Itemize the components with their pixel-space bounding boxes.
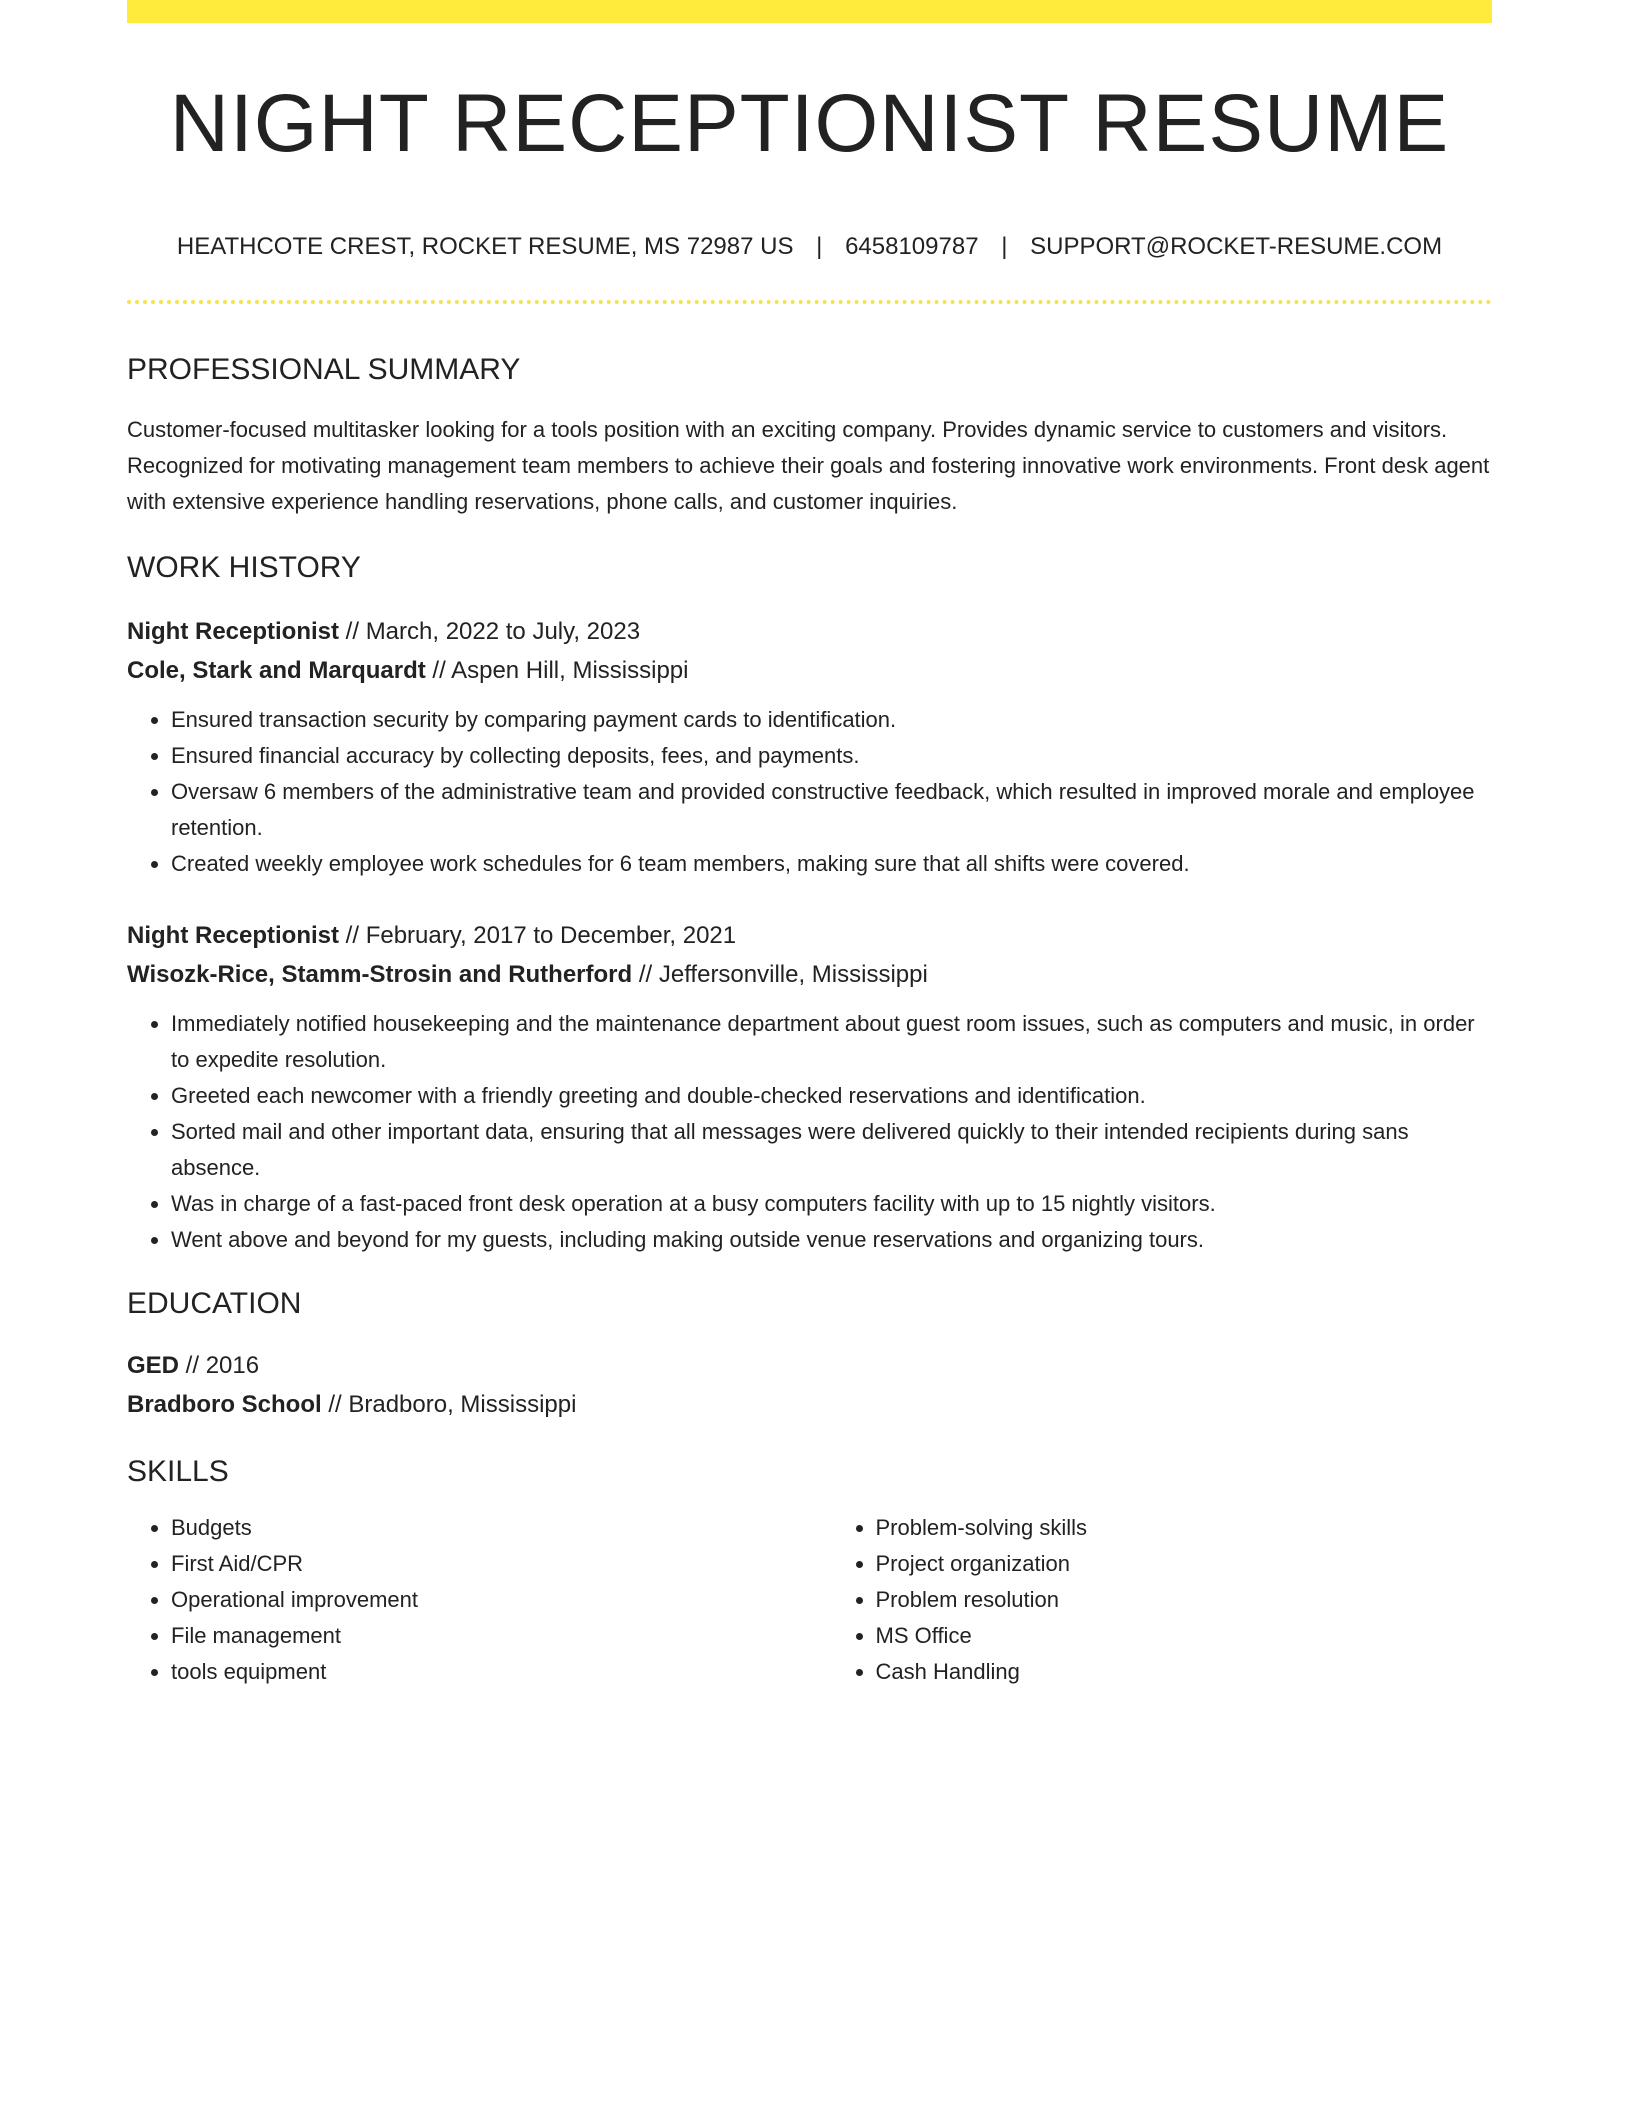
job-company: Cole, Stark and Marquardt bbox=[127, 656, 426, 684]
resume-page bbox=[127, 0, 1492, 1690]
job-entry bbox=[127, 916, 1492, 1258]
list-item: • Greeted each newcomer with a friendly greeting and double-checked reservations and identification. bbox=[171, 1078, 1492, 1114]
page-title: NIGHT RECEPTIONIST RESUME bbox=[169, 78, 1450, 169]
skills-grid bbox=[127, 1510, 1492, 1690]
list-item: • Problem-solving skills bbox=[876, 1510, 1493, 1546]
list-item: • MS Office bbox=[876, 1618, 1493, 1654]
job-title: Night Receptionist bbox=[127, 617, 340, 645]
job-company: Wisozk-Rice, Stamm-Strosin and Rutherford bbox=[127, 960, 633, 988]
list-item: • Problem resolution bbox=[876, 1582, 1493, 1618]
education-entry bbox=[127, 1346, 1492, 1424]
list-item: • tools equipment bbox=[171, 1654, 788, 1690]
list-item: • Budgets bbox=[171, 1510, 788, 1546]
job-company-line bbox=[127, 955, 1492, 994]
education-location: // Bradboro, Mississippi bbox=[321, 1390, 577, 1418]
skills-heading: SKILLS bbox=[127, 1454, 229, 1488]
education-school-line bbox=[127, 1385, 1492, 1424]
list-item: • Ensured transaction security by comparing payment cards to identification. bbox=[171, 702, 1492, 738]
skills-column-left bbox=[127, 1510, 788, 1690]
education-degree: GED bbox=[127, 1351, 180, 1379]
contact-separator: | bbox=[816, 233, 823, 260]
job-entry bbox=[127, 612, 1492, 882]
skills-column-right bbox=[832, 1510, 1493, 1690]
list-item: • Created weekly employee work schedules for 6 team members, making sure that all shifts were covered. bbox=[171, 846, 1492, 882]
education-degree-line bbox=[127, 1346, 1492, 1385]
education-heading: EDUCATION bbox=[127, 1286, 302, 1320]
job-dates: // March, 2022 to July, 2023 bbox=[339, 617, 641, 645]
job-location: // Jeffersonville, Mississippi bbox=[632, 960, 928, 988]
education-year: // 2016 bbox=[179, 1351, 260, 1379]
job-title-line bbox=[127, 612, 1492, 651]
job-location: // Aspen Hill, Mississippi bbox=[425, 656, 689, 684]
accent-bar bbox=[127, 0, 1492, 23]
list-item: • Project organization bbox=[876, 1546, 1493, 1582]
list-item: • Immediately notified housekeeping and the maintenance department about guest room issues, such as computers and music, in order to expedite resolution. bbox=[171, 1006, 1492, 1078]
list-item: • Was in charge of a fast-paced front desk operation at a busy computers facility with up to 15 nightly visitors. bbox=[171, 1186, 1492, 1222]
list-item: • First Aid/CPR bbox=[171, 1546, 788, 1582]
contact-line bbox=[127, 233, 1492, 262]
job-title-line bbox=[127, 916, 1492, 955]
list-item: • Operational improvement bbox=[171, 1582, 788, 1618]
summary-heading: PROFESSIONAL SUMMARY bbox=[127, 352, 521, 386]
job-title: Night Receptionist bbox=[127, 921, 340, 949]
contact-phone: 6458109787 bbox=[845, 233, 979, 260]
job-dates: // February, 2017 to December, 2021 bbox=[339, 921, 737, 949]
job-company-line bbox=[127, 651, 1492, 690]
header-divider bbox=[127, 300, 1492, 304]
job-bullets bbox=[127, 1006, 1492, 1258]
education-school: Bradboro School bbox=[127, 1390, 322, 1418]
list-item: • Cash Handling bbox=[876, 1654, 1493, 1690]
summary-text: Customer-focused multitasker looking for a tools position with an exciting company. Provides dynamic service to customers and visitors. Recognized for motivating management team members to achieve their goals and fostering innovative work environments. Front desk agent with extensive experience handling reservations, phone calls, and customer inquiries. bbox=[127, 416, 1490, 514]
job-bullets bbox=[127, 702, 1492, 882]
list-item: • Ensured financial accuracy by collecting deposits, fees, and payments. bbox=[171, 738, 1492, 774]
contact-separator: | bbox=[1001, 233, 1008, 260]
work-history-heading: WORK HISTORY bbox=[127, 550, 361, 584]
list-item: • File management bbox=[171, 1618, 788, 1654]
list-item: • Oversaw 6 members of the administrative team and provided constructive feedback, which resulted in improved morale and employee retention. bbox=[171, 774, 1492, 846]
list-item: • Sorted mail and other important data, ensuring that all messages were delivered quickly to their intended recipients during sans absence. bbox=[171, 1114, 1492, 1186]
contact-address: HEATHCOTE CREST, ROCKET RESUME, MS 72987 US bbox=[176, 233, 794, 260]
list-item: • Went above and beyond for my guests, including making outside venue reservations and organizing tours. bbox=[171, 1222, 1492, 1258]
contact-email: SUPPORT@ROCKET-RESUME.COM bbox=[1030, 233, 1443, 260]
